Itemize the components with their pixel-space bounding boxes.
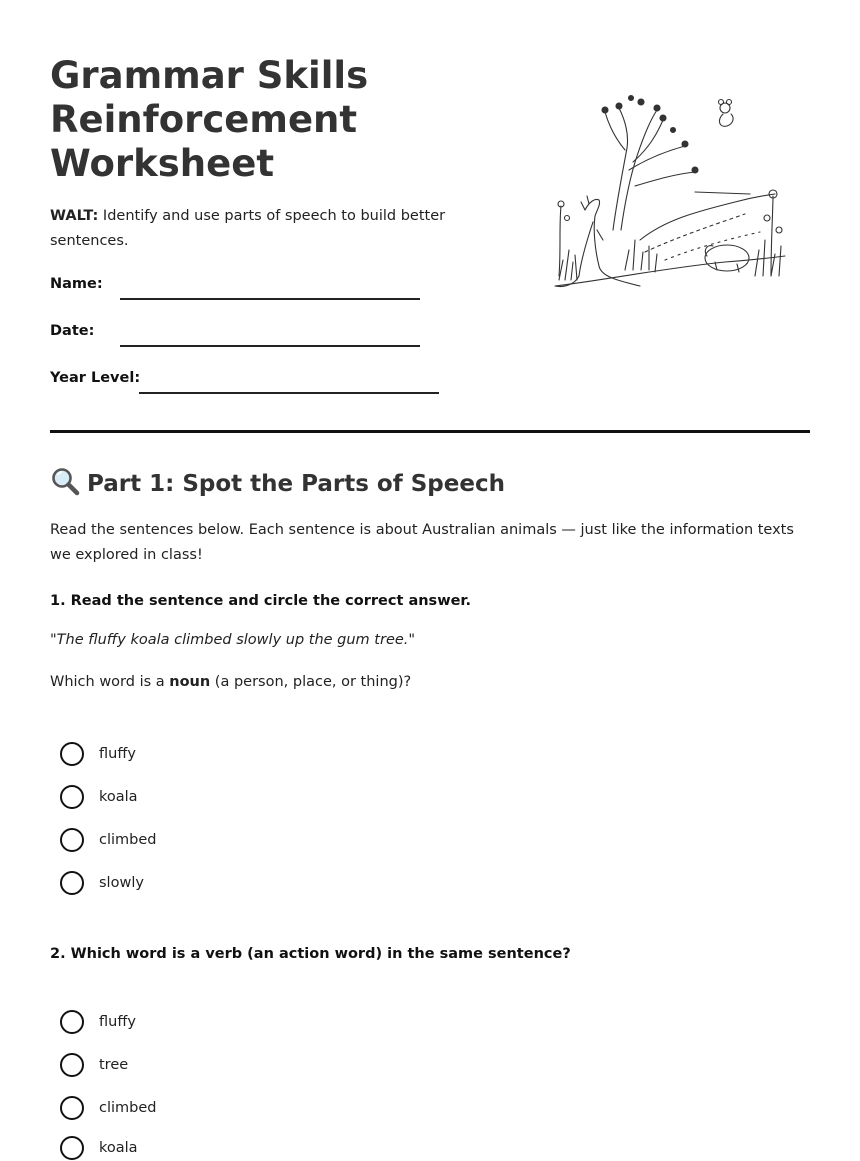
q1-option-koala[interactable] xyxy=(60,784,138,810)
year-level-label: Year Level: xyxy=(50,370,141,386)
section-divider xyxy=(50,430,810,433)
question-1-sentence: "The fluffy koala climbed slowly up the gum tree." xyxy=(50,632,416,648)
title-line-3: Worksheet xyxy=(50,142,275,185)
radio-circle[interactable] xyxy=(60,742,84,766)
prompt-before: Which word is a xyxy=(50,674,170,690)
date-line[interactable] xyxy=(120,345,420,347)
q1-option-slowly[interactable] xyxy=(60,870,144,896)
radio-circle[interactable] xyxy=(60,1053,84,1077)
question-1: 1. Read the sentence and circle the correct answer. xyxy=(50,593,472,609)
prompt-bold-word: noun xyxy=(169,674,211,690)
option-label: climbed xyxy=(99,1100,157,1116)
part1-heading-text: Part 1: Spot the Parts of Speech xyxy=(87,471,505,497)
radio-circle[interactable] xyxy=(60,1010,84,1034)
date-label: Date: xyxy=(50,323,95,339)
title-line-1: Grammar Skills xyxy=(50,54,369,97)
radio-circle[interactable] xyxy=(60,1096,84,1120)
walt-text: Identify and use parts of speech to build better sentences. xyxy=(50,208,446,249)
year-level-field xyxy=(50,370,140,386)
question-1-prompt xyxy=(50,674,411,690)
q1-option-climbed[interactable] xyxy=(60,827,156,853)
title-line-2: Reinforcement xyxy=(50,98,358,141)
name-label: Name: xyxy=(50,276,103,292)
q2-option-fluffy[interactable] xyxy=(60,1009,136,1035)
part1-intro: Read the sentences below. Each sentence is about Australian animals — just like the information texts we explored in class! xyxy=(50,522,794,563)
radio-circle[interactable] xyxy=(60,785,84,809)
radio-circle[interactable] xyxy=(60,871,84,895)
date-field xyxy=(50,323,94,339)
q2-option-koala[interactable] xyxy=(60,1135,138,1161)
radio-circle[interactable] xyxy=(60,828,84,852)
option-label: climbed xyxy=(99,832,157,848)
magnifier-icon xyxy=(50,466,80,496)
option-label: tree xyxy=(99,1057,129,1073)
name-line[interactable] xyxy=(120,298,420,300)
year-level-line[interactable] xyxy=(139,392,439,394)
australian-bush-illustration xyxy=(545,90,790,295)
q2-option-tree[interactable] xyxy=(60,1052,128,1078)
prompt-after: (a person, place, or thing)? xyxy=(210,674,412,690)
q1-option-fluffy[interactable] xyxy=(60,741,136,767)
walt-statement xyxy=(50,204,470,254)
name-field xyxy=(50,276,103,292)
part1-heading xyxy=(50,466,505,502)
question-2: 2. Which word is a verb (an action word) in the same sentence? xyxy=(50,946,571,962)
walt-label: WALT: xyxy=(50,208,99,224)
option-label: fluffy xyxy=(99,746,136,762)
option-label: koala xyxy=(99,789,138,805)
radio-circle[interactable] xyxy=(60,1136,84,1160)
q2-option-climbed[interactable] xyxy=(60,1095,156,1121)
worksheet-title xyxy=(50,54,520,186)
option-label: slowly xyxy=(99,875,144,891)
option-label: koala xyxy=(99,1140,138,1156)
option-label: fluffy xyxy=(99,1014,136,1030)
